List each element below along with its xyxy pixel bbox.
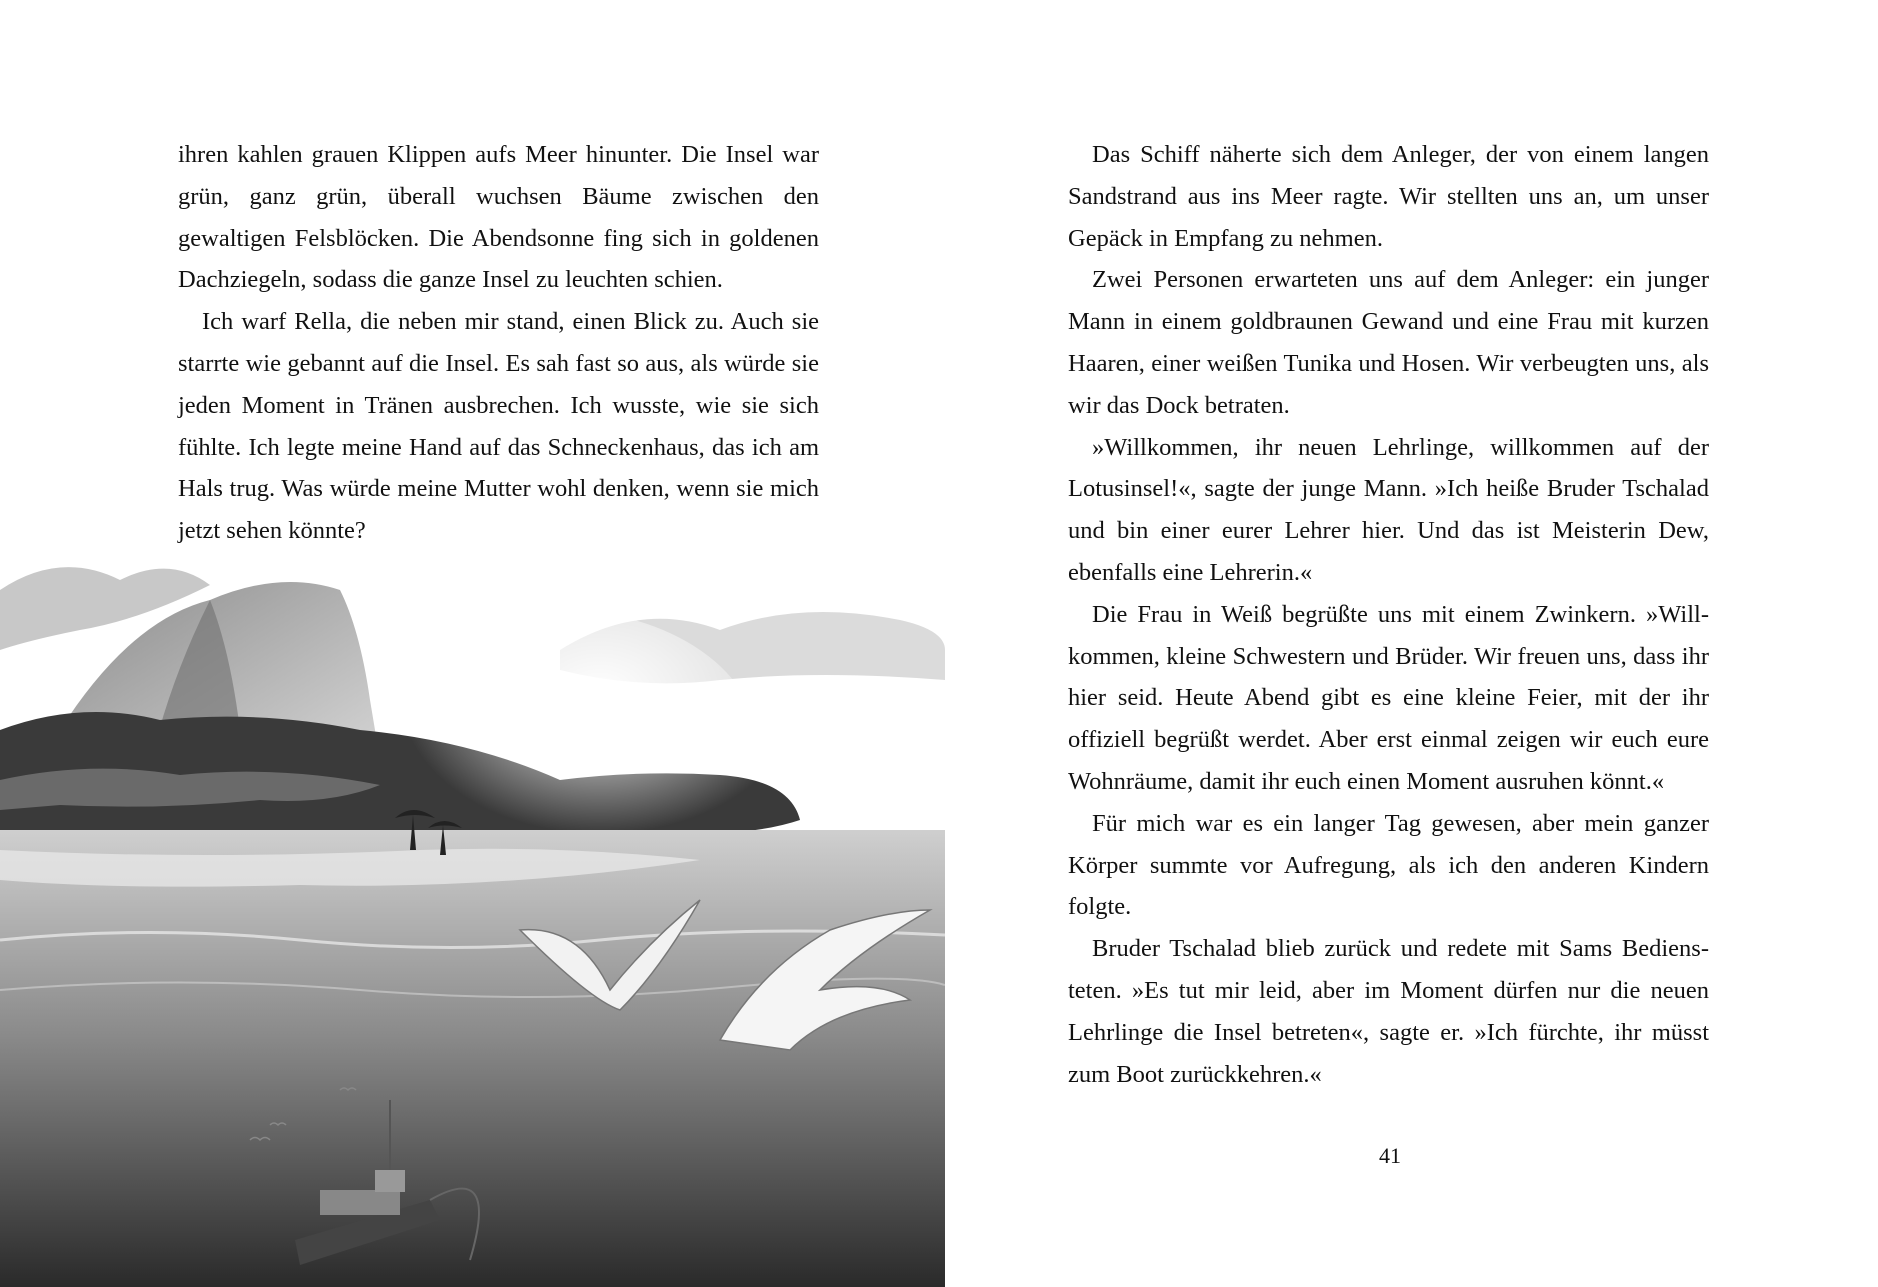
page-number: 41 — [1379, 1143, 1401, 1168]
paragraph: Ich warf Rella, die neben mir stand, einen Blick zu. Auch sie starrte wie gebannt auf die Insel. Es sah fast so aus, als würde sie jeden Moment in Tränen ausbrechen. Ich wusste, wie sie sich fühlte. Ich legte meine Hand auf das Schneckenhaus, das ich am Hals trug. Was würde meine Mutter wohl denken, wenn sie mich jetzt sehen könnte? — [178, 308, 819, 545]
right-page-text — [1068, 134, 1709, 1095]
paragraph: Für mich war es ein langer Tag gewesen, aber mein ganzer Körper summte vor Aufregung, als ich den anderen Kindern folgte. — [1068, 809, 1709, 921]
paragraph: Bruder Tschalad blieb zurück und redete mit Sams Bediensteten. »Es tut mir leid, aber im Moment dürfen nur die neuen Lehrlinge die Insel betreten«, sagte er. »Ich fürchte, ihr müsst zum Boot zurückkehren.« — [1068, 935, 1709, 1088]
sea — [0, 830, 945, 1287]
left-page-text — [178, 134, 819, 552]
paragraph: Zwei Personen erwarteten uns auf dem Anleger: ein junger Mann in einem goldbraunen Gewand und eine Frau mit kurzen Haaren, einer weißen Tunika und Hosen. Wir verbeugten uns, als wir das Dock betraten. — [1068, 266, 1709, 419]
right-page — [939, 0, 1878, 1287]
paragraph: »Willkommen, ihr neuen Lehrlinge, willkommen auf der Lotusinsel!«, sagte der junge Mann. »Ich heiße Bruder Tschalad und bin einer eurer Lehrer hier. Und das ist Meisterin Dew, ebenfalls eine Lehrerin.« — [1068, 433, 1709, 586]
island-illustration — [0, 560, 945, 1287]
paragraph: Die Frau in Weiß begrüßte uns mit einem Zwinkern. »Willkommen, kleine Schwestern und Brüder. Wir freuen uns, dass ihr hier seid. Heute Abend gibt es eine kleine Feier, mit der ihr offiziell begrüßt werdet. Aber erst einmal zeigen wir euch eure Wohnräume, damit ihr euch einen Moment ausruhen könnt.« — [1068, 600, 1709, 795]
paragraph: Das Schiff näherte sich dem Anleger, der von einem langen Sandstrand aus ins Meer ragte. Wir stellten uns an, um unser Gepäck in Empfang zu nehmen. — [1068, 141, 1709, 252]
paragraph: ihren kahlen grauen Klippen aufs Meer hinunter. Die Insel war grün, ganz grün, überall wuchsen Bäume zwischen den gewaltigen Felsblöcken. Die Abendsonne fing sich in goldenen Dachziegeln, sodass die ganze Insel zu leuchten schien. — [178, 141, 819, 294]
